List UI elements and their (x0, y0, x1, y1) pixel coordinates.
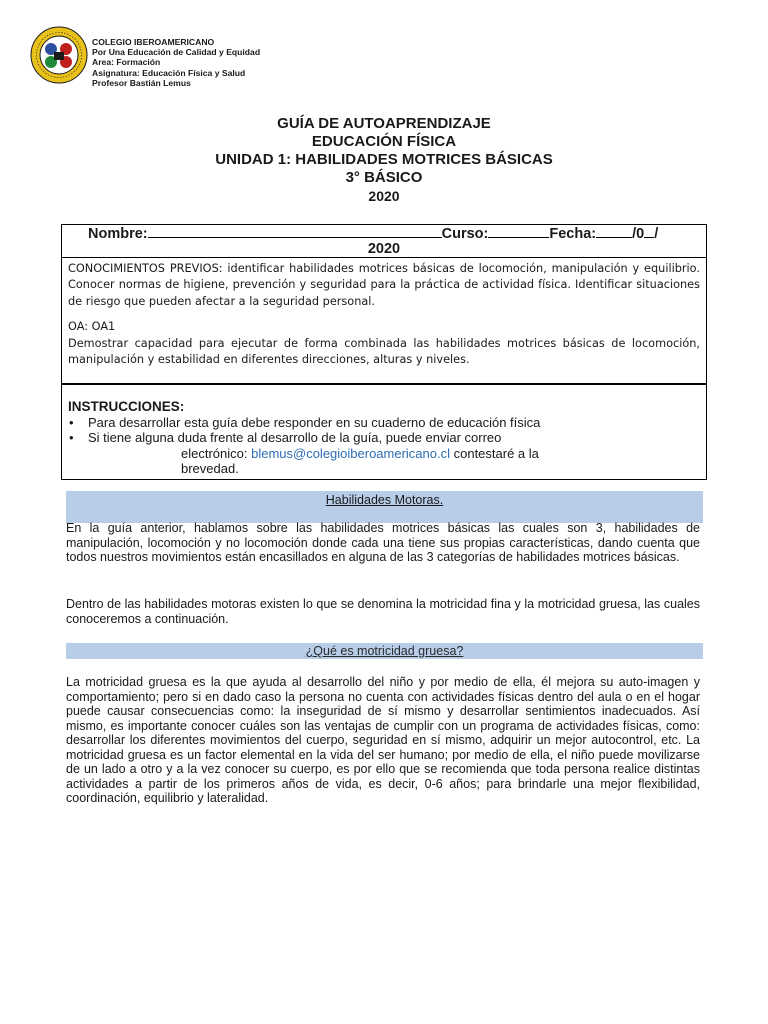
email-prefix: electrónico: (181, 445, 252, 461)
instructions-heading: INSTRUCCIONES: (68, 399, 185, 414)
list-item (68, 415, 700, 431)
section-heading-motor-skills: Habilidades Motoras. (325, 493, 444, 507)
title-unit: UNIDAD 1: HABILIDADES MOTRICES BÁSICAS (215, 151, 553, 168)
school-logo (30, 26, 88, 84)
school-subject: Asignatura: Educación Física y Salud (92, 67, 246, 78)
list-item (68, 430, 700, 446)
date-day-field[interactable] (596, 225, 632, 238)
instruction-2-continuation (68, 446, 700, 462)
instruction-1: Para desarrollar esta guía debe responder en su cuaderno de educación física (88, 414, 541, 430)
course-label: Curso: (441, 226, 489, 242)
instructions-list (68, 415, 700, 446)
form-year: 2020 (367, 241, 401, 257)
school-area: Area: Formación (92, 57, 161, 68)
section-heading-band (66, 491, 703, 523)
school-motto: Por Una Educación de Calidad y Equidad (92, 47, 261, 58)
course-field[interactable] (488, 225, 549, 238)
name-field[interactable] (148, 225, 442, 238)
oa-text: Demostrar capacidad para ejecutar de forma combinada las habilidades motrices básicas de locomoción, manipulación y estabilidad en diferentes direcciones, alturas y niveles. (68, 336, 700, 367)
school-teacher: Profesor Bastián Lemus (92, 77, 191, 88)
paragraph-gross-motor: La motricidad gruesa es la que ayuda al desarrollo del niño y por medio de ella, él mejora su auto-imagen y comportamiento; pero si en dado caso la persona no cuenta con actividades físicas dentro del aula o en el hogar puede causar consecuencias como: la inseguridad de sí mismo y desarrollar sentimientos inadecuados. Así mismo, es importante conocer cuáles son las ventajas de cumplir con un programa de actividades físicas, como: desarrollar los diferentes movimientos del cuerpo, seguridad en sí mismo, adquirir un mejor autocontrol, etc. La motricidad gruesa es un factor elemental en la vida del ser humano; por medio de ella, el niño puede movilizarse de un lado a otro y a la vez conocer su cuerpo, es por ello que se recomienda que toda persona realice distintas actividades a partir de los primeros años de vida, es decir, 0-6 años; para brindarle una mejor flexibilidad, coordinación, equilibrio y lateralidad. (66, 675, 700, 805)
instruction-2-end: brevedad. (181, 461, 239, 477)
school-name: COLEGIO IBEROAMERICANO (92, 37, 215, 47)
title-guide: GUÍA DE AUTOAPRENDIZAJE (277, 115, 491, 132)
school-info (92, 37, 260, 88)
name-label: Nombre: (88, 226, 148, 242)
title-grade: 3° BÁSICO (345, 169, 423, 186)
previous-knowledge-text: CONOCIMIENTOS PREVIOS: identificar habilidades motrices básicas de locomoción, manipulación y equilibrio. Conocer normas de higiene, prevención y seguridad para la práctica de actividad física. Identificar situaciones de riesgo que pueden afectar a la seguridad personal. (68, 262, 700, 308)
bullet-icon: • (69, 414, 74, 430)
oa-label: OA: OA1 (68, 320, 116, 334)
instructions-box (61, 384, 707, 480)
section-heading-gross-motor: ¿Qué es motricidad gruesa? (305, 644, 464, 658)
title-year: 2020 (368, 188, 400, 204)
date-month: /0 (632, 226, 645, 242)
student-info-box (61, 224, 707, 258)
bullet-icon: • (69, 430, 74, 446)
document-title (0, 115, 768, 205)
paragraph-fine-gross: Dentro de las habilidades motoras existen lo que se denomina la motricidad fina y la motricidad gruesa, las cuales conoceremos a continuación. (66, 597, 700, 626)
instruction-2: Si tiene alguna duda frente al desarrollo de la guía, puede enviar correo (88, 430, 502, 446)
previous-knowledge-box (61, 257, 707, 384)
date-label: Fecha: (549, 226, 597, 242)
title-subject: EDUCACIÓN FÍSICA (311, 133, 457, 150)
section-heading-band (66, 643, 703, 659)
email-suffix: contestaré a la (450, 445, 539, 461)
date-month-field[interactable] (644, 225, 654, 238)
date-end: / (654, 226, 659, 242)
paragraph-previous-guide: En la guía anterior, hablamos sobre las habilidades motrices básicas las cuales son 3, habilidades de manipulación, locomoción y no locomoción donde cada una tiene sus propias características, dando cuenta que todos nuestros movimientos están encasillados en alguna de las 3 categorías de habilidades motrices básicas. (66, 521, 700, 564)
email-link[interactable]: blemus@colegioiberoamericano.cl (251, 445, 450, 461)
